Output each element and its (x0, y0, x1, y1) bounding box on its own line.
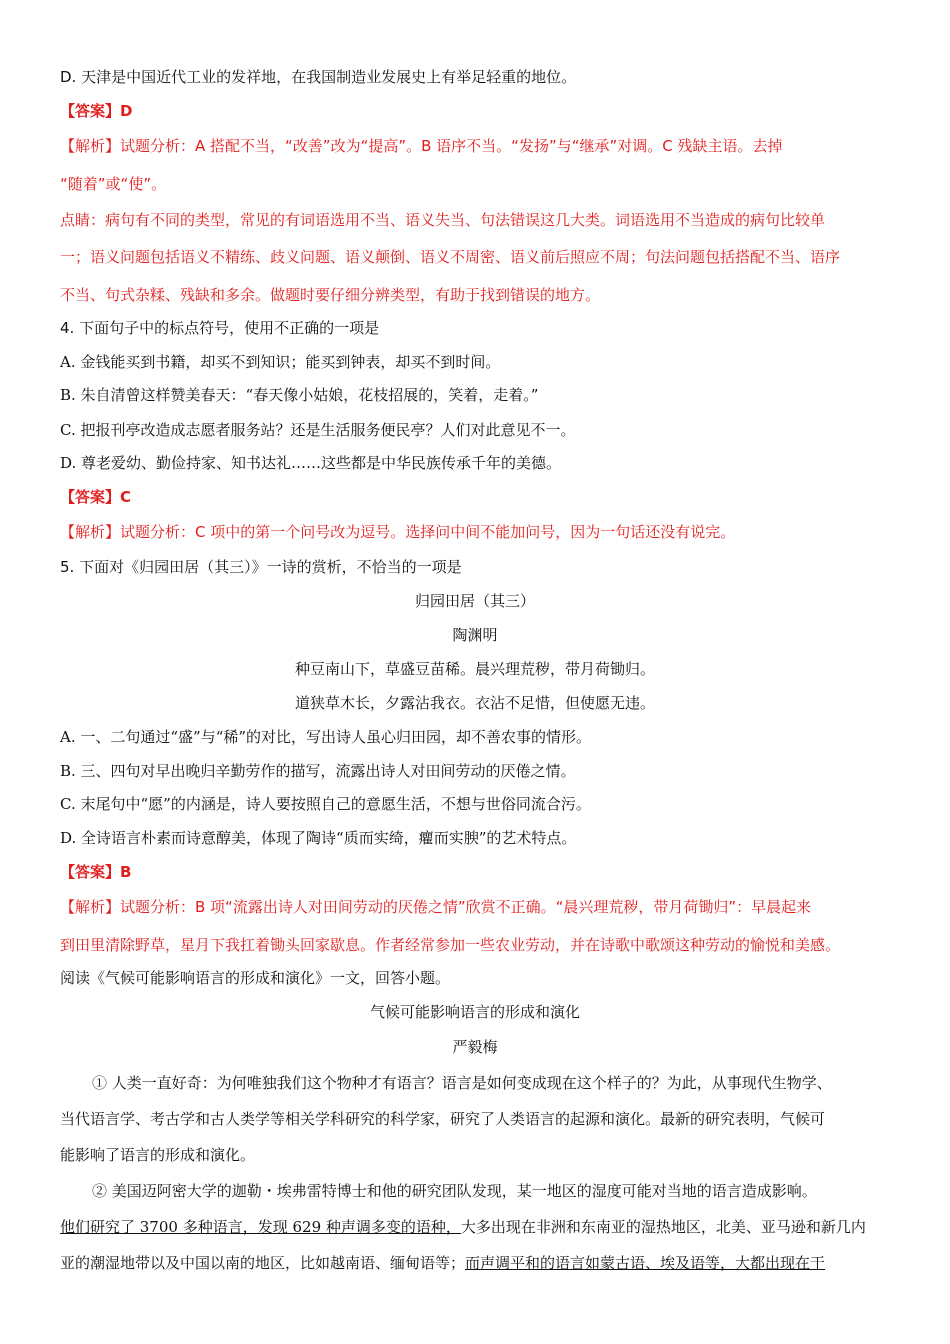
q5-stem: 5. 下面对《归园田居（其三）》一诗的赏析，不恰当的一项是 (60, 558, 462, 576)
paragraph-2-line-1: ② 美国迈阿密大学的迦勒・埃弗雷特博士和他的研究团队发现，某一地区的湿度可能对当地的语言造成影响。 (92, 1182, 817, 1200)
q3-answer: 【答案】D (60, 102, 133, 120)
article-author: 严毅梅 (452, 1038, 498, 1056)
poem-title: 归园田居（其三） (414, 592, 535, 610)
q4-option-d: D. 尊老爱幼、勤俭持家、知书达礼……这些都是中华民族传承千年的美德。 (60, 454, 562, 472)
q5-option-a: A. 一、二句通过“盛”与“稀”的对比，写出诗人虽心归田园，却不善农事的情形。 (60, 728, 592, 746)
q3-analysis-line-1: 【解析】试题分析：A 搭配不当，“改善”改为“提高”。B 语序不当。“发扬”与“继承”对调。C 残缺主语。去掉 (60, 137, 783, 155)
poem-line-1: 种豆南山下，草盛豆苗稀。晨兴理荒秽，带月荷锄归。 (294, 660, 655, 678)
q4-analysis: 【解析】试题分析：C 项中的第一个问号改为逗号。选择问中间不能加问号，因为一句话还没有说完。 (60, 523, 736, 541)
q5-answer: 【答案】B (60, 863, 132, 881)
q4-option-b: B. 朱自清曾这样赞美春天：“春天像小姑娘，花枝招展的，笑着，走着。” (60, 386, 539, 404)
paragraph-1-line-3: 能影响了语言的形成和演化。 (60, 1146, 256, 1164)
paragraph-2-line-2 (60, 1216, 892, 1238)
q3-tip-line-2: 一；语义问题包括语义不精练、歧义问题、语义颠倒、语义不周密、语义前后照应不周；句法问题包括搭配不当、语序 (60, 248, 841, 266)
paragraph-1-line-2: 当代语言学、考古学和古人类学等相关学科研究的科学家，研究了人类语言的起源和演化。最新的研究表明，气候可 (60, 1110, 826, 1128)
q3-tip-line-1: 点睛：病句有不同的类型，常见的有词语选用不当、语义失当、句法错误这几大类。词语选用不当造成的病句比较单 (60, 211, 826, 229)
paragraph-2-line-2-rest: 大多出现在非洲和东南亚的湿热地区，北美、亚马逊和新几内 (460, 1218, 866, 1236)
poem-author: 陶渊明 (452, 626, 498, 644)
underlined-phrase-1: 他们研究了 3700 多种语言，发现 629 种声调多变的语种， (60, 1218, 461, 1236)
q3-option-d: D. 天津是中国近代工业的发祥地，在我国制造业发展史上有举足轻重的地位。 (60, 68, 577, 86)
q3-analysis-line-2: “随着”或“使”。 (60, 175, 167, 193)
reading-intro: 阅读《气候可能影响语言的形成和演化》一文，回答小题。 (60, 969, 451, 987)
q4-answer: 【答案】C (60, 488, 132, 506)
paragraph-1-line-1: ① 人类一直好奇：为何唯独我们这个物种才有语言？语言是如何变成现在这个样子的？为此，从事现代生物学、 (92, 1074, 832, 1092)
paragraph-2-line-3-start: 亚的潮湿地带以及中国以南的地区，比如越南语、缅甸语等； (60, 1254, 466, 1272)
q5-option-d: D. 全诗语言朴素而诗意醇美，体现了陶诗“质而实绮，癯而实腴”的艺术特点。 (60, 829, 577, 847)
paragraph-2-line-3 (60, 1252, 892, 1274)
q4-option-a: A. 金钱能买到书籍，却买不到知识；能买到钟表，却买不到时间。 (60, 353, 501, 371)
q4-option-c: C. 把报刊亭改造成志愿者服务站？还是生活服务便民亭？人们对此意见不一。 (60, 421, 576, 439)
q3-tip-line-3: 不当、句式杂糅、残缺和多余。做题时要仔细分辨类型，有助于找到错误的地方。 (60, 286, 601, 304)
q5-option-b: B. 三、四句对早出晚归辛勤劳作的描写，流露出诗人对田间劳动的厌倦之情。 (60, 762, 576, 780)
q5-option-c: C. 末尾句中“愿”的内涵是，诗人要按照自己的意愿生活，不想与世俗同流合污。 (60, 795, 591, 813)
poem-line-2: 道狭草木长，夕露沾我衣。衣沾不足惜，但使愿无违。 (294, 694, 655, 712)
q5-analysis-line-2: 到田里清除野草，星月下我扛着锄头回家歇息。作者经常参加一些农业劳动，并在诗歌中歌颂这种劳动的愉悦和美感。 (60, 936, 841, 954)
q5-analysis-line-1: 【解析】试题分析：B 项“流露出诗人对田间劳动的厌倦之情”欣赏不正确。“晨兴理荒秽，带月荷锄归”：早晨起来 (60, 898, 812, 916)
article-title: 气候可能影响语言的形成和演化 (369, 1003, 580, 1021)
underlined-phrase-2: 而声调平和的语言如蒙古语、埃及语等，大都出现在干 (465, 1254, 826, 1272)
q4-stem: 4. 下面句子中的标点符号，使用不正确的一项是 (60, 319, 380, 337)
